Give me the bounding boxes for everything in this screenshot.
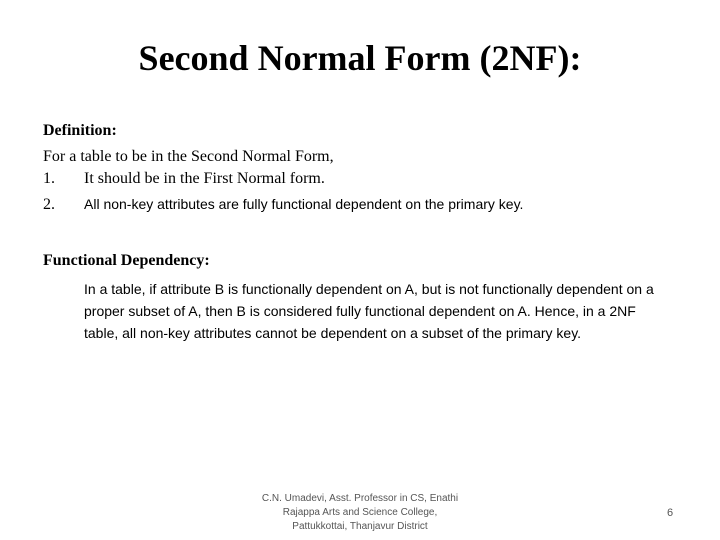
slide-footer bbox=[230, 492, 490, 534]
item-number: 1. bbox=[43, 170, 55, 187]
item-text: All non-key attributes are fully functional dependent on the primary key. bbox=[84, 196, 524, 212]
functional-dependency-paragraph: In a table, if attribute B is functionally dependent on A, but is not functionally dependent on a proper subset of A, then B is considered fully functional dependent on A. Hence, in a 2NF table, all non-key attributes cannot be dependent on a subset of the primary key. bbox=[84, 281, 654, 341]
slide-body bbox=[43, 118, 683, 344]
footer-line-3: Pattukkottai, Thanjavur District bbox=[292, 521, 428, 532]
footer-line-1: C.N. Umadevi, Asst. Professor in CS, Enathi bbox=[261, 493, 459, 504]
definition-item-1 bbox=[43, 170, 683, 196]
definition-heading: Definition: bbox=[43, 122, 117, 139]
definition-intro: For a table to be in the Second Normal Form, bbox=[43, 148, 334, 165]
item-number: 2. bbox=[43, 196, 55, 213]
slide-title: Second Normal Form (2NF): bbox=[138, 38, 582, 78]
page-number: 6 bbox=[666, 507, 674, 519]
definition-item-2 bbox=[43, 196, 683, 222]
footer-line-2: Rajappa Arts and Science College, bbox=[282, 507, 438, 518]
functional-dependency-heading: Functional Dependency: bbox=[43, 252, 210, 269]
functional-dependency-section bbox=[43, 248, 683, 344]
item-text: It should be in the First Normal form. bbox=[84, 170, 325, 187]
